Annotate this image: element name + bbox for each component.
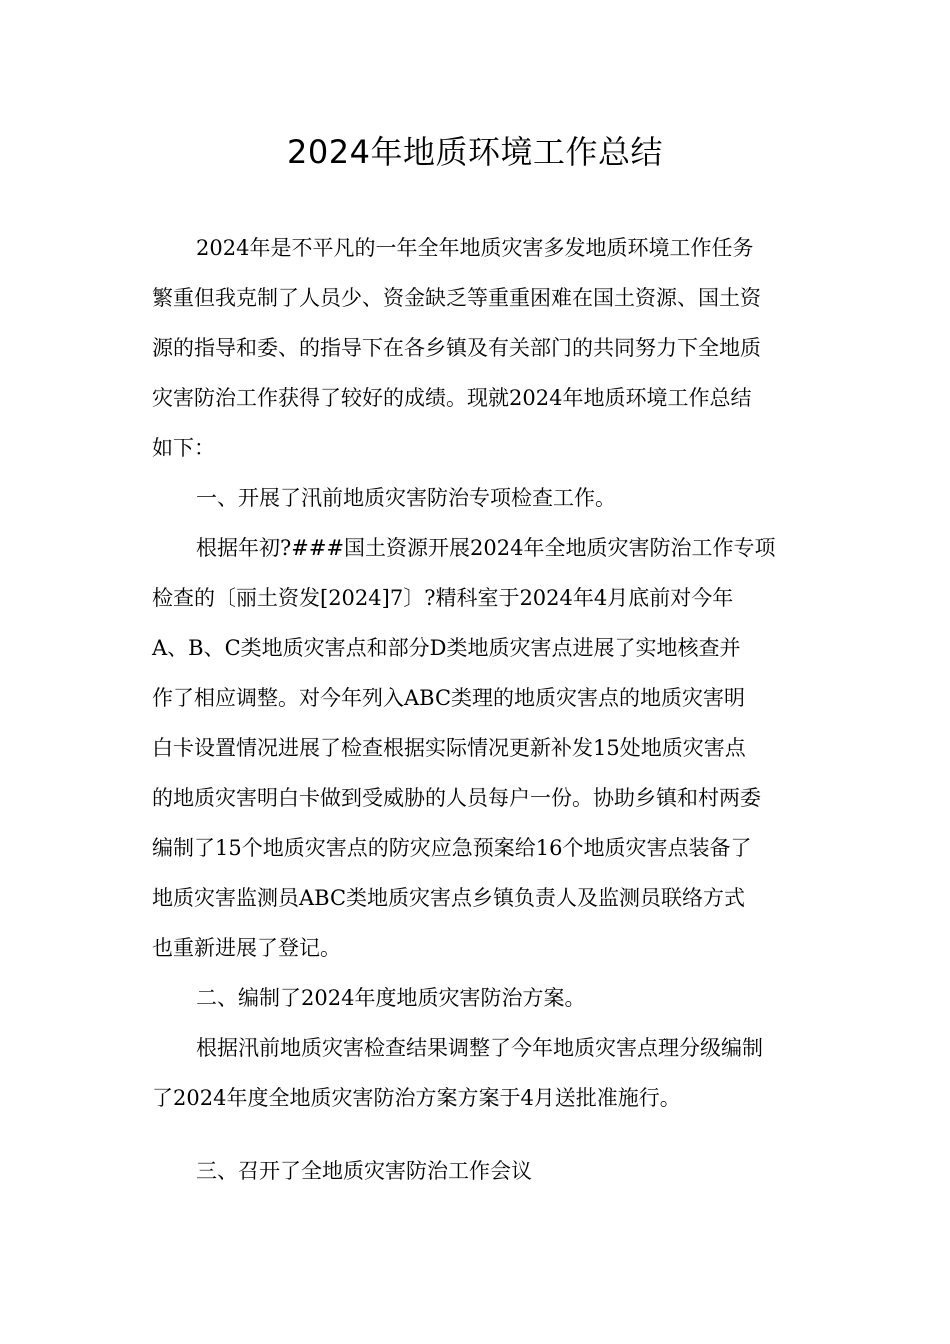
section1-body-line-1: 根据年初?###国土资源开展2024年全地质灾害防治工作专项: [196, 536, 776, 560]
section2-body-line-2: 了2024年度全地质灾害防治方案方案于4月送批准施行。: [152, 1086, 681, 1110]
section1-body-line-3: A、B、C类地质灾害点和部分D类地质灾害点进展了实地核查并: [152, 636, 741, 660]
section1-body-line-4: 作了相应调整。对今年列入ABC类理的地质灾害点的地质灾害明: [152, 686, 746, 710]
section2-body-line-1: 根据汛前地质灾害检查结果调整了今年地质灾害点理分级编制: [196, 1036, 763, 1060]
paragraph-intro-line-2: 繁重但我克制了人员少、资金缺乏等重重困难在国土资源、国土资: [152, 286, 761, 310]
paragraph-intro-line-1: 2024年是不平凡的一年全年地质灾害多发地质环境工作任务: [196, 236, 754, 260]
paragraph-intro-line-5: 如下：: [152, 436, 215, 460]
section1-body-line-9: 也重新进展了登记。: [152, 936, 341, 960]
section1-body-line-2: 检查的〔丽土资发[2024]7〕?精科室于2024年4月底前对今年: [152, 586, 734, 610]
paragraph-intro-line-3: 源的指导和委、的指导下在各乡镇及有关部门的共同努力下全地质: [152, 336, 761, 360]
section1-body-line-6: 的地质灾害明白卡做到受威胁的人员每户一份。协助乡镇和村两委: [152, 786, 761, 810]
section1-body-line-8: 地质灾害监测员ABC类地质灾害点乡镇负责人及监测员联络方式: [152, 886, 746, 910]
section-heading-1: 一、开展了汛前地质灾害防治专项检查工作。: [196, 486, 616, 510]
section-heading-2: 二、编制了2024年度地质灾害防治方案。: [196, 986, 586, 1010]
section1-body-line-7: 编制了15个地质灾害点的防灾应急预案给16个地质灾害点装备了: [152, 836, 752, 860]
section-heading-3: 三、召开了全地质灾害防治工作会议: [196, 1159, 532, 1183]
section1-body-line-5: 白卡设置情况进展了检查根据实际情况更新补发15处地质灾害点: [152, 736, 746, 760]
document-title: 2024年地质环境工作总结: [287, 133, 663, 171]
paragraph-intro-line-4: 灾害防治工作获得了较好的成绩。现就2024年地质环境工作总结: [152, 386, 752, 410]
